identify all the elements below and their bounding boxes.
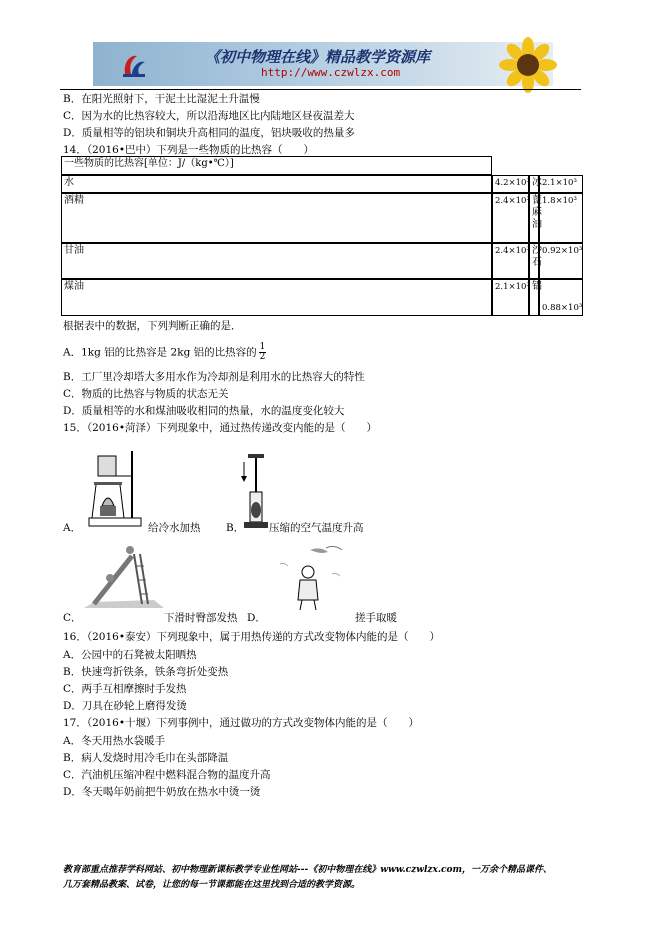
q16-option-a: A．公园中的石凳被太阳晒热 <box>63 649 197 661</box>
table-cell: 0.88×10³ <box>539 279 583 316</box>
fraction-one-half <box>259 343 267 362</box>
q17-stem: 17．（2016•十堰）下列事例中，通过做功的方式改变物体内能的是（ ） <box>63 717 420 729</box>
table-cell: 1.8×10³ <box>539 193 583 243</box>
table-cell: 2.4×10³ <box>492 243 529 279</box>
specific-heat-table <box>61 156 583 316</box>
air-pump-image <box>240 452 270 530</box>
table-cell: 铝 <box>529 279 539 316</box>
q13-option-c: C．因为水的比热容较大，所以沿海地区比内陆地区昼夜温差大 <box>63 110 355 122</box>
q16-option-b: B．快速弯折铁条，铁条弯折处变热 <box>63 666 229 678</box>
table-cell: 酒精 <box>61 193 492 243</box>
heating-beaker-image <box>86 446 148 530</box>
banner-title: 《初中物理在线》精品教学资源库 <box>205 48 431 66</box>
table-cell: 4.2×10³ <box>492 175 529 193</box>
table-cell: 2.1×10³ <box>539 175 583 193</box>
site-logo-icon <box>119 50 149 80</box>
table-cell: 2.1×10³ <box>492 279 529 316</box>
q14-option-d: D．质量相等的水和煤油吸收相同的热量，水的温度变化较大 <box>63 405 345 417</box>
q15-option-d-letter: D． <box>247 612 266 624</box>
q17-option-d: D．冬天喝年奶前把牛奶放在热水中烫一烫 <box>63 786 261 798</box>
q15-option-c-caption: 下滑时臀部发热 <box>164 612 238 624</box>
table-cell: 甘油 <box>61 243 492 279</box>
slide-image <box>84 544 164 612</box>
rubbing-hands-image <box>270 544 346 612</box>
q15-option-b-letter: B． <box>226 522 245 534</box>
footer-line-1: 教育部重点推荐学科网站、初中物理新课标教学专业性网站---《初中物理在线》www.czwlzx.com，一万余个精品课件、 <box>63 865 553 875</box>
q15-stem: 15．（2016•菏泽）下列现象中，通过热传递改变内能的是（ ） <box>63 422 378 434</box>
q17-option-b: B．病人发烧时用冷毛巾在头部降温 <box>63 752 229 764</box>
table-cell: 0.92×10³ <box>539 243 583 279</box>
q17-option-a: A．冬天用热水袋暖手 <box>63 735 166 747</box>
fraction-denominator: 2 <box>259 352 266 362</box>
q15-option-b-caption: 压缩的空气温度升高 <box>269 522 364 534</box>
table-caption: 一些物质的比热容[单位：J/（kg•℃）] <box>61 156 492 175</box>
q16-stem: 16．（2016•泰安）下列现象中，属于用热传递的方式改变物体内能的是（ ） <box>63 631 441 643</box>
table-cell: 蓖麻油 <box>529 193 539 243</box>
table-cell: 沙石 <box>529 243 539 279</box>
q16-option-d: D．刀具在砂轮上磨得发烫 <box>63 700 187 712</box>
banner-url[interactable]: http://www.czwlzx.com <box>261 66 401 79</box>
q14-option-b: B．工厂里冷却塔大多用水作为冷却剂是利用水的比热容大的特性 <box>63 371 365 383</box>
q13-option-d: D．质量相等的铝块和铜块升高相同的温度，铝块吸收的热量多 <box>63 127 355 139</box>
q16-option-c: C．两手互相摩擦时手发热 <box>63 683 187 695</box>
q14-prompt: 根据表中的数据，下列判断正确的是． <box>63 320 242 332</box>
q14-option-c: C．物质的比热容与物质的状态无关 <box>63 388 229 400</box>
table-cell: 2.4×10³ <box>492 193 529 243</box>
q14-option-a-text: A．1kg 铝的比热容是 2kg 铝的比热容的 <box>63 346 257 359</box>
header-divider <box>60 89 581 90</box>
q15-option-a-caption: 给冷水加热 <box>148 522 201 534</box>
q15-option-c-letter: C． <box>63 612 82 624</box>
q15-option-d-caption: 搓手取暖 <box>355 612 397 624</box>
q17-option-c: C．汽油机压缩冲程中燃料混合物的温度升高 <box>63 769 271 781</box>
table-cell: 冰 <box>529 175 539 193</box>
q14-stem: 14．（2016•巴中）下列是一些物质的比热容（ ） <box>63 144 315 156</box>
sunflower-icon <box>493 36 563 94</box>
q15-option-a-letter: A． <box>63 522 82 534</box>
table-cell: 煤油 <box>61 279 492 316</box>
q13-option-b: B．在阳光照射下，干泥土比湿泥土升温慢 <box>63 93 260 105</box>
header-banner <box>93 42 553 86</box>
table-cell: 水 <box>61 175 492 193</box>
fraction-numerator: 1 <box>259 342 266 352</box>
q14-option-a <box>63 343 266 362</box>
footer-line-2: 几万套精品教案、试卷，让您的每一节课都能在这里找到合适的教学资源。 <box>63 880 361 890</box>
